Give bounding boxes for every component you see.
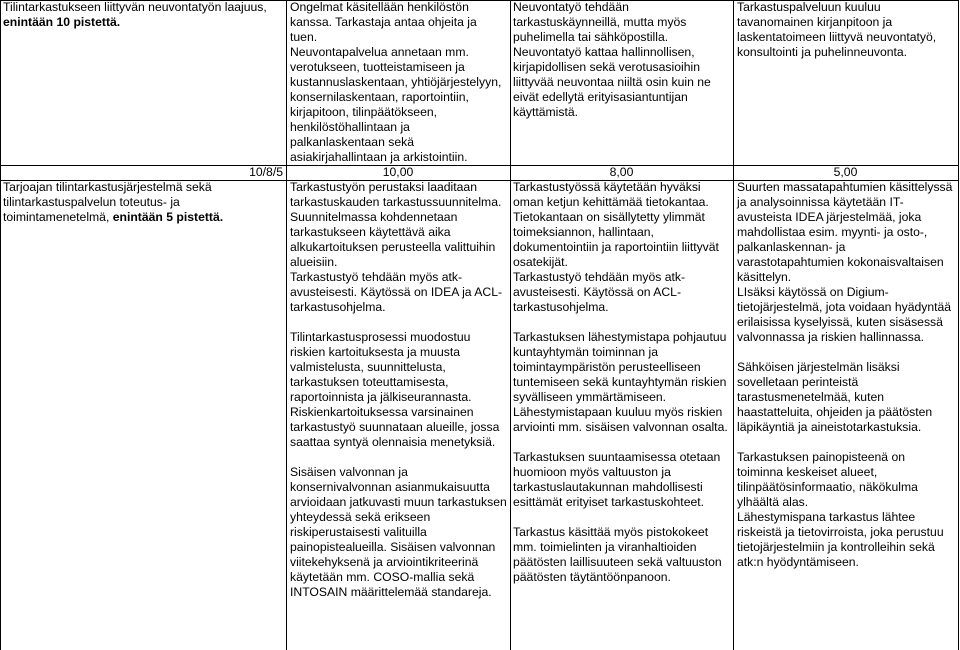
text-line: toimintaympäristön perusteelliseen: [513, 360, 701, 374]
text-line: laskentatoimeen liittyvä neuvontatyö,: [737, 30, 937, 44]
text-line: Riskienkartoituksessa varsinainen: [290, 405, 474, 419]
text-line: [290, 315, 507, 330]
text-line: Tarkastustyö tehdään myös atk-: [513, 270, 686, 284]
text-line: palkanlaskentaan sekä: [290, 135, 414, 149]
text-line: käsittelyn.: [737, 270, 792, 284]
text-line: Tarkastuspalveluun kuuluu: [737, 0, 881, 14]
text-line: palkanlaskennan- ja: [737, 240, 846, 254]
criterion-text: toimintamenetelmä,: [3, 210, 110, 224]
text-line: erilaisissa kyselyissä, kuten sisäsessä: [737, 315, 943, 329]
column-divider: [510, 0, 511, 650]
text-line: arvioidaan jatkuvasti muun tarkastuksen: [290, 495, 507, 509]
criterion-text: Tarjoajan tilintarkastusjärjestelmä sekä: [3, 180, 212, 194]
text-line: tarkastuskäynneillä, mutta myös: [513, 15, 687, 29]
criterion-points: enintään 10 pistettä.: [3, 15, 121, 29]
text-line: Neuvontatyö kattaa hallinnollisen,: [513, 45, 695, 59]
text-line: avusteista IDEA järjestelmää, joka: [737, 210, 922, 224]
text-line: puhelimella tai sähköpostilla.: [513, 30, 669, 44]
score-scale: 10/8/5: [249, 165, 283, 179]
text-line: Lähestymistapaan kuuluu myös riskien: [513, 405, 723, 419]
text-line: yhteydessä sekä erikseen: [290, 510, 431, 524]
text-line: [737, 435, 952, 450]
text-line: riskiperustaisesti valituilla: [290, 525, 427, 539]
text-line: atk:n hyödyntämiseen.: [737, 555, 859, 569]
text-line: [513, 435, 728, 450]
text-line: tuntemiseen sekä kuntayhtymän riskien: [513, 375, 727, 389]
text-line: päätösten täytäntöönpanoon.: [513, 570, 671, 584]
text-line: Tilintarkastusprosessi muodostuu: [290, 330, 471, 344]
text-line: tarkastuskauden tarkastussuunnitelma.: [290, 195, 502, 209]
text-line: ja analysoinnissa käytetään IT-: [737, 195, 904, 209]
score-value: 10,00: [382, 165, 414, 179]
column-divider: [286, 0, 287, 650]
text-line: avusteisesti. Käytössä on IDEA ja ACL-: [290, 285, 503, 299]
option-cell-low: [737, 0, 936, 60]
text-line: eivät edellytä erityisasiantuntijan: [513, 90, 688, 104]
text-line: [513, 315, 728, 330]
text-line: ylhäältä alas.: [737, 495, 809, 509]
text-line: [737, 345, 952, 360]
text-line: Tarkastuksen suuntaamisessa otetaan: [513, 450, 721, 464]
option-cell-high: [290, 0, 501, 165]
text-line: alueisiin.: [290, 255, 338, 269]
text-line: tilinpäätösinformaatio, näkökulma: [737, 480, 918, 494]
text-line: kirjapitoon, tilinpäätökseen,: [290, 105, 438, 119]
text-line: [513, 510, 728, 525]
option-cell-mid: [513, 0, 711, 120]
text-line: tarkastustyö suunnataan alueille, jossa: [290, 420, 500, 434]
text-line: verotukseen, tuotteistamiseen ja: [290, 60, 465, 74]
text-line: LIsäksi käytössä on Digium-: [737, 285, 889, 299]
text-line: tietojärjestelmä, jota voidaan hyädyntää: [737, 300, 952, 314]
text-line: oman ketjun kehittämää tietokantaa.: [513, 195, 709, 209]
text-line: valmistelusta, suunnittelusta,: [290, 360, 446, 374]
text-line: mm. toimielinten ja viranhaltioiden: [513, 540, 697, 554]
text-line: tavanomainen kirjanpitoon ja: [737, 15, 893, 29]
text-line: päätösten laillisuuteen sekä valtuuston: [513, 555, 722, 569]
text-line: konsernilaskentaan, raportointiin,: [290, 90, 469, 104]
text-line: sovelletaan perinteistä: [737, 375, 859, 389]
text-line: tarkastuksen toteuttamisesta,: [290, 375, 449, 389]
text-line: tarkastusohjelma.: [290, 300, 386, 314]
text-line: tarkastusohjelma.: [513, 300, 609, 314]
text-line: konsultointi ja puhelinneuvonta.: [737, 45, 908, 59]
text-line: toimeksiannon, hallintaan,: [513, 225, 654, 239]
table-border-right: [958, 0, 959, 650]
text-line: riskien kartoituksesta ja muusta: [290, 345, 461, 359]
text-line: kanssa. Tarkastaja antaa ohjeita ja: [290, 15, 477, 29]
text-line: Lähestymispana tarkastus lähtee: [737, 510, 916, 524]
criterion-text: Tilintarkastukseen liittyvän neuvontatyön laajuus,: [3, 0, 267, 14]
text-line: liittyvää neuvontaa niiltä osin kuin ne: [513, 75, 711, 89]
option-cell-high: [290, 180, 507, 600]
text-line: alkukartoituksen perusteella valittuihin: [290, 240, 496, 254]
table-border-left: [0, 0, 1, 650]
text-line: tuen.: [290, 30, 318, 44]
text-line: tarkastukseen käytettävä aika: [290, 225, 451, 239]
text-line: viitekehyksenä ja arviointikriteerinä: [290, 555, 479, 569]
criterion-cell-method: [3, 180, 223, 225]
text-line: INTOSAIN määrittelemää standareja.: [290, 585, 492, 599]
column-divider: [733, 0, 734, 650]
criterion-cell-scope: [3, 0, 267, 30]
text-line: syvälliseen ymmärtämiseen.: [513, 390, 667, 404]
text-line: saattaa syntyä olennaisia menetyksiä.: [290, 435, 496, 449]
criterion-points: enintään 5 pistettä.: [112, 210, 224, 224]
text-line: asiakirjahallintaan ja arkistointiin.: [290, 150, 468, 164]
text-line: Suunnitelmassa kohdennetaan: [290, 210, 458, 224]
text-line: Suurten massatapahtumien käsittelyssä: [737, 180, 953, 194]
text-line: avusteisesti. Käytössä on ACL-: [513, 285, 681, 299]
score-value: 8,00: [609, 165, 634, 179]
option-cell-mid: [513, 180, 728, 585]
text-line: Sähköisen järjestelmän lisäksi: [737, 360, 900, 374]
text-line: henkilöstöhallintaan ja: [290, 120, 410, 134]
text-line: Neuvontapalvelua annetaan mm.: [290, 45, 469, 59]
text-line: tarkastuslautakunnan mahdollisesti: [513, 480, 703, 494]
text-line: painopistealueilla. Sisäisen valvonnan: [290, 540, 496, 554]
text-line: Tarkastustyössä käytetään hyväksi: [513, 180, 701, 194]
text-line: varastotapahtumien kokonaisvaltaisen: [737, 255, 944, 269]
text-line: konsernivalvonnan asianmukaisuutta: [290, 480, 490, 494]
text-line: läpikäyntiä ja aineistotarkastuksia.: [737, 420, 922, 434]
text-line: käyttämistä.: [513, 105, 579, 119]
text-line: valvonnassa ja riskien hallinnassa.: [737, 330, 924, 344]
text-line: Tarkastuksen painopisteenä on: [737, 450, 906, 464]
text-line: dokumentointiin ja raportointiin liittyvät: [513, 240, 719, 254]
text-line: haastatteluita, ohjeiden ja päätösten: [737, 405, 933, 419]
text-line: osatekijät.: [513, 255, 568, 269]
text-line: riskeistä ja tietovirroista, joka perustuu: [737, 525, 944, 539]
text-line: käytetään mm. COSO-mallia sekä: [290, 570, 475, 584]
text-line: kuntayhtymän toiminnan ja: [513, 345, 658, 359]
text-line: tarastusmenetelmää, kuten: [737, 390, 885, 404]
option-cell-low: [737, 180, 952, 570]
text-line: Ongelmat käsitellään henkilöstön: [290, 0, 469, 14]
criterion-text: tilintarkastuspalvelun toteutus- ja: [3, 195, 180, 209]
text-line: Tietokantaan on sisällytetty ylimmät: [513, 210, 705, 224]
text-line: kustannuslaskentaan, yhtiöjärjestelyyn,: [290, 75, 502, 89]
text-line: Tarkastuksen lähestymistapa pohjautuu: [513, 330, 727, 344]
text-line: kirjapidollisen sekä verotusasioihin: [513, 60, 700, 74]
text-line: mahdollistaa esim. myynti- ja osto-,: [737, 225, 928, 239]
text-line: Tarkastustyö tehdään myös atk-: [290, 270, 463, 284]
text-line: huomioon myös valtuuston ja: [513, 465, 671, 479]
text-line: esittämät erityiset tarkastuskohteet.: [513, 495, 705, 509]
text-line: tietojärjestelmiin ja kontrolleihin sekä: [737, 540, 935, 554]
text-line: raportoinnista ja jälkiseurannasta.: [290, 390, 472, 404]
text-line: [290, 450, 507, 465]
text-line: Tarkastustyön perustaksi laaditaan: [290, 180, 477, 194]
text-line: Neuvontatyö tehdään: [513, 0, 629, 14]
score-value: 5,00: [833, 165, 858, 179]
text-line: Tarkastus käsittää myös pistokokeet: [513, 525, 709, 539]
criterion-text-last-line: [3, 210, 223, 225]
text-line: Sisäisen valvonnan ja: [290, 465, 408, 479]
text-line: arviointi mm. sisäisen valvonnan osalta.: [513, 420, 728, 434]
text-line: toiminna keskeiset alueet,: [737, 465, 878, 479]
